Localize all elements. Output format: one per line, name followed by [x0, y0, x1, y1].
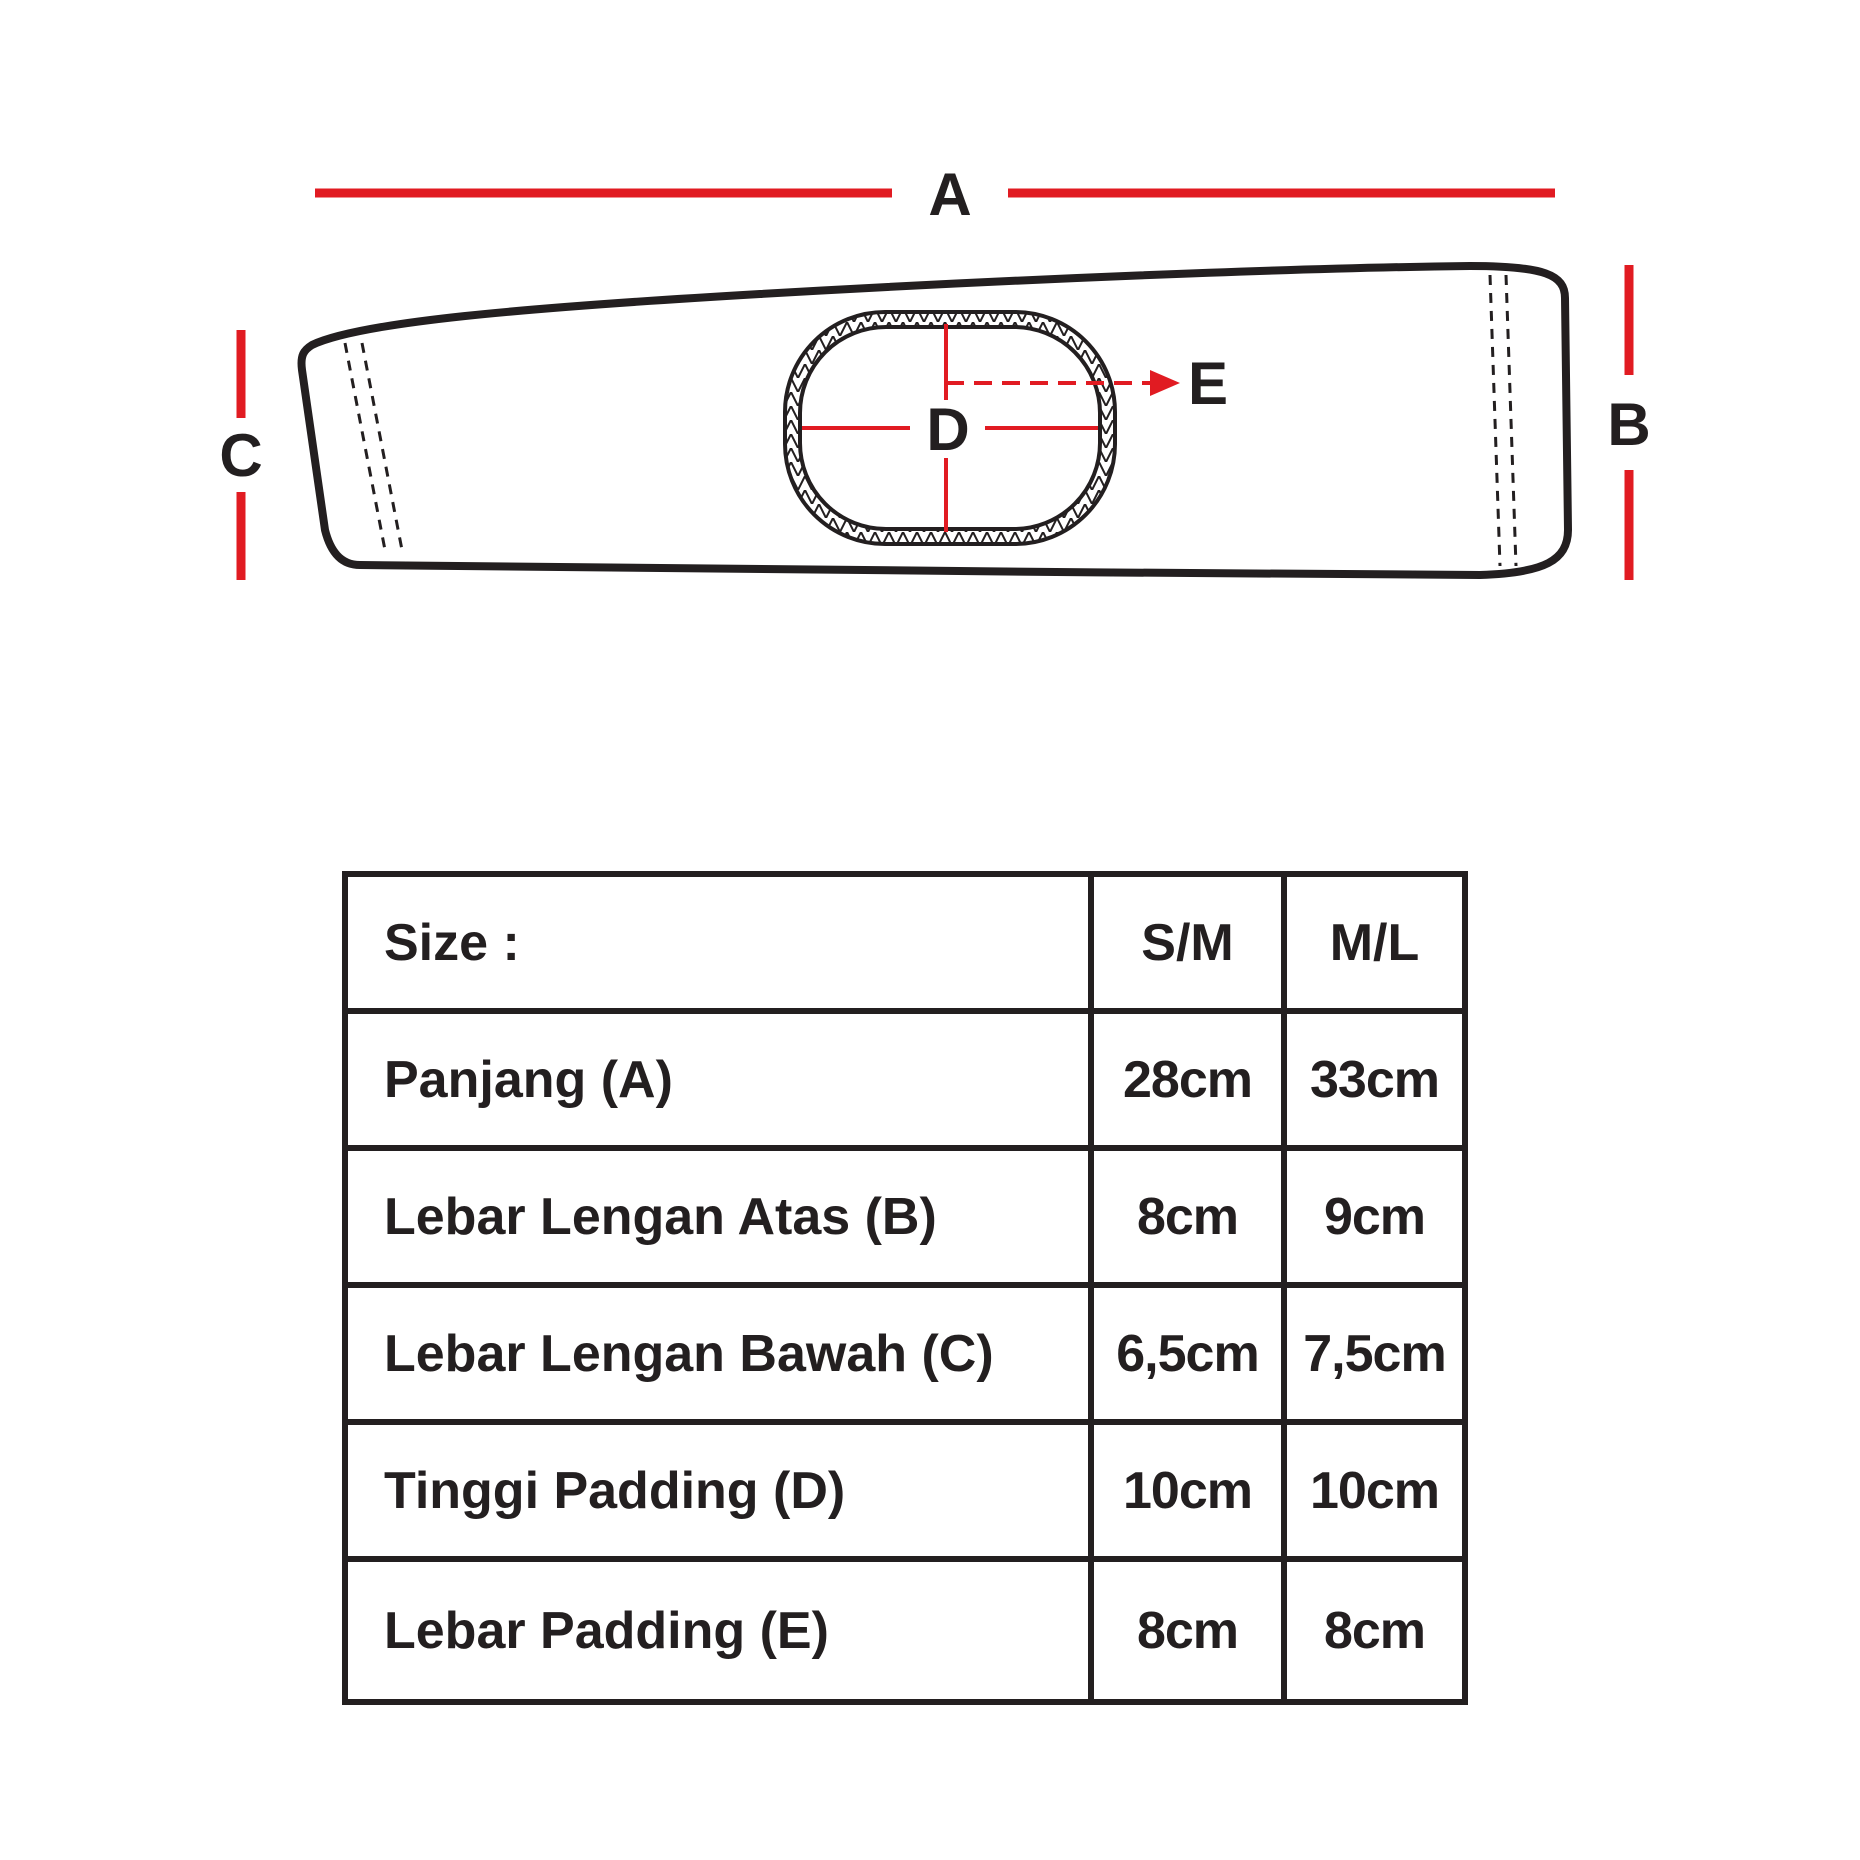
table-row-label: Lebar Padding (E): [348, 1562, 1094, 1699]
dimension-b: [1607, 265, 1650, 580]
table-cell-ml: 8cm: [1323, 1601, 1426, 1660]
table-header-size-sm: S/M: [1094, 877, 1287, 1014]
table-row-label: Lebar Lengan Bawah (C): [348, 1288, 1094, 1425]
table-cell-sm: 28cm: [1094, 1014, 1287, 1151]
table-header-size-ml: M/L: [1287, 877, 1462, 1014]
dimension-e-label: E: [1187, 350, 1229, 417]
dimension-c-label: C: [219, 422, 263, 489]
table-row-label: Panjang (A): [348, 1014, 1094, 1151]
table-cell-sm: 6,5cm: [1094, 1288, 1287, 1425]
table-cell-sm: 8cm: [1094, 1562, 1287, 1699]
table-cell-ml: 10cm: [1287, 1425, 1462, 1562]
dimension-c: [219, 330, 262, 580]
table-cell-ml: 9cm: [1287, 1151, 1462, 1288]
table-row-label: Tinggi Padding (D): [348, 1425, 1094, 1562]
dimension-a: [315, 161, 1555, 228]
table-cell-sm: 10cm: [1094, 1425, 1287, 1562]
table-row-label: Lebar Lengan Atas (B): [348, 1151, 1094, 1288]
dimension-b-label: B: [1607, 391, 1651, 458]
table-cell-ml: 7,5cm: [1287, 1288, 1462, 1425]
table-header-size-label: Size :: [348, 877, 1094, 1014]
table-cell-ml: 33cm: [1287, 1014, 1462, 1151]
size-table: [342, 871, 1468, 1705]
dimension-a-label: A: [928, 161, 972, 228]
dimension-d-label: D: [926, 396, 970, 463]
table-cell-sm: 8cm: [1094, 1151, 1287, 1288]
